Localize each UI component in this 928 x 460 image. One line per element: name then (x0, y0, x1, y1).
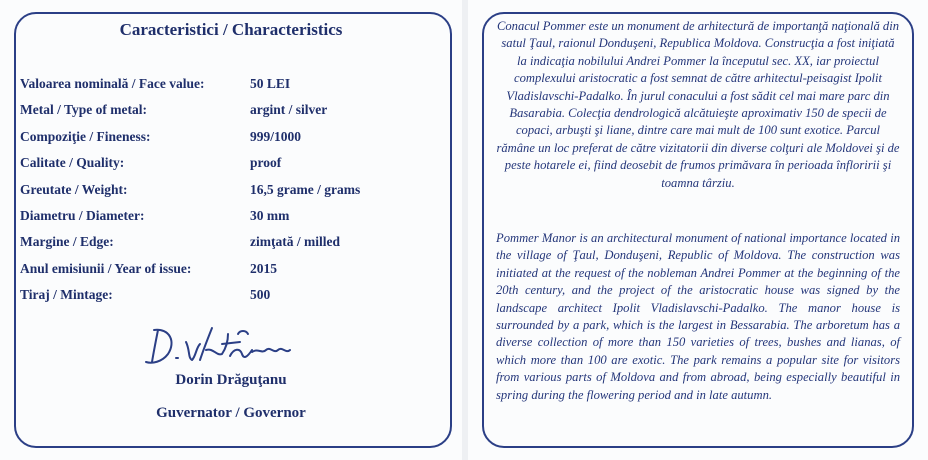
signer-title: Guvernator / Governor (156, 405, 306, 421)
spec-value: 2015 (250, 260, 277, 276)
spec-value: proof (250, 155, 282, 171)
spec-value: 999/1000 (250, 128, 302, 144)
description-card (468, 0, 928, 460)
handwritten-signature (130, 320, 330, 370)
spec-label: Metal / Type of metal: (20, 102, 147, 118)
spec-value: zimţată / milled (250, 234, 340, 250)
description-romanian: Conacul Pommer este un monument de arhitectură de importanţă naţională din satul Ţaul, raionul Donduşeni, Republica Moldova. Construcţia a fost iniţiată la indicaţia nobilului Andrei Pommer la începutul sec. XX, iar proiectul complexului aristocratic a fost semnat de către arhitectul-peisagist Ipolit Vladislavschi-Padalko. În jurul conacului a fost sădit cel mai mare parc din Basarabia. Colecţia dendrologică alcătuieşte aproximativ 150 de specii de copaci, arbuşti şi liane, dintre care mai mult de 100 sunt exotice. Parcul rămâne un loc preferat de către vizitatorii din diverse colţuri ale Moldovei şi de peste hotarele ei, fiind deosebit de frumos primăvara în perioada înfloririi şi toamna târziu. (496, 19, 900, 190)
spec-value: 500 (250, 287, 271, 303)
spec-label: Diametru / Diameter: (20, 207, 145, 223)
characteristics-heading: Caracteristici / Characteristics (119, 20, 343, 39)
signer-name: Dorin Drăguţanu (175, 372, 287, 388)
spec-value: 30 mm (250, 207, 290, 223)
spec-value: argint / silver (250, 102, 328, 118)
spec-label: Anul emisiunii / Year of issue: (20, 260, 192, 276)
spec-value: 16,5 grame / grams (250, 181, 361, 197)
spec-label: Greutate / Weight: (20, 181, 128, 197)
spec-label: Valoarea nominală / Face value: (20, 76, 205, 91)
description-english: Pommer Manor is an architectural monument of national importance located in the village of Ţaul, Donduşeni, Republic of Moldova. The construction was initiated at the request of the nobleman Andrei Pommer at the beginning of the 20th century, and the project of the aristocratic house was signed by the landscape architect Ipolit Vladislavschi-Padalko. The manor house is surrounded by a park, which is the largest in Bessarabia. The arboretum has a diverse collection of more than 150 varieties of trees, bushes and lianas, of which more than 100 are exotic. The park remains a popular site for visitors from various parts of Moldova and from abroad, being especially beautiful in spring during the flowering period and in late autumn. (496, 231, 900, 402)
spec-label: Margine / Edge: (20, 234, 114, 250)
characteristics-card (0, 0, 462, 460)
spec-label: Compoziţie / Fineness: (20, 128, 151, 144)
spec-label: Calitate / Quality: (20, 155, 125, 171)
spec-label: Tiraj / Mintage: (20, 287, 113, 303)
spec-value: 50 LEI (250, 76, 291, 91)
